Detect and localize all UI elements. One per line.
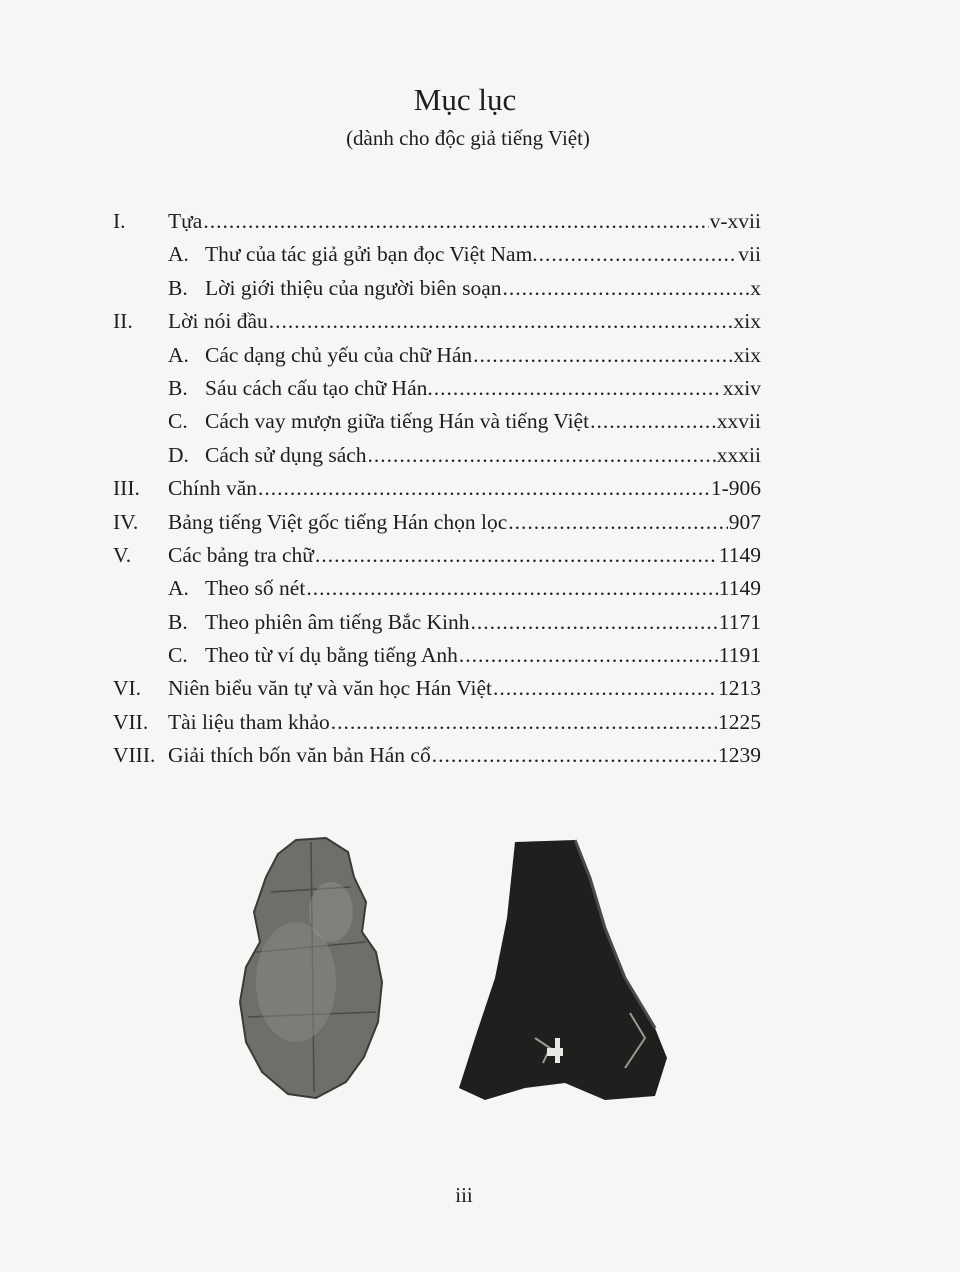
toc-entry-title: Tựa	[168, 209, 203, 233]
toc-entry-letter: B.	[168, 375, 188, 400]
toc-entry-page: 1-906	[710, 476, 761, 501]
toc-entry-title: Theo số nét	[205, 576, 306, 601]
toc-entry	[113, 673, 761, 706]
oracle-bone-turtle-shell-image	[236, 832, 386, 1102]
toc-entry-page: x	[750, 275, 761, 300]
toc-entry-title: Tài liệu tham khảo	[168, 709, 330, 734]
toc-entry	[113, 573, 761, 606]
toc-entry-number: VII.	[113, 709, 149, 734]
toc-entry	[113, 607, 761, 640]
toc-entry-title: Niên biểu văn tự và văn học Hán Việt	[168, 676, 493, 701]
toc-leader-dots	[503, 273, 750, 303]
toc-entry-title: Sáu cách cấu tạo chữ Hán.	[205, 375, 433, 400]
toc-entry	[113, 239, 761, 272]
toc-entry-page: 1191	[718, 643, 761, 668]
toc-entry-title: Theo phiên âm tiếng Bắc Kinh	[205, 609, 470, 634]
toc-entry	[113, 640, 761, 673]
toc-leader-dots	[269, 306, 733, 336]
toc-entry-title: Giải thích bốn văn bản Hán cổ	[168, 743, 431, 768]
toc-entry	[113, 440, 761, 473]
toc-entry-number: VIII.	[113, 743, 156, 768]
toc-entry-page: xxxii	[716, 442, 761, 467]
toc-entry	[113, 340, 761, 373]
page-subtitle: (dành cho độc giả tiếng Việt)	[346, 126, 590, 150]
toc-leader-dots	[493, 673, 717, 703]
toc-entry-letter: C.	[168, 643, 188, 668]
toc-entry	[113, 306, 761, 339]
toc-entry-number: II.	[113, 309, 133, 334]
toc-leader-dots	[473, 340, 732, 370]
toc-entry-title: Theo từ ví dụ bằng tiếng Anh	[205, 643, 458, 668]
toc-leader-dots	[471, 607, 718, 637]
toc-entry	[113, 273, 761, 306]
toc-entry-page: 1171	[718, 609, 761, 634]
toc-leader-dots	[331, 707, 717, 737]
toc-entry-title: Thư của tác giả gửi bạn đọc Việt Nam.	[205, 242, 538, 267]
toc-entry	[113, 406, 761, 439]
toc-entry-letter: D.	[168, 442, 189, 467]
toc-entry-title: Lời nói đầu	[168, 309, 268, 334]
page-number: iii	[455, 1183, 473, 1207]
toc-entry-title: Bảng tiếng Việt gốc tiếng Hán chọn lọc	[168, 509, 508, 534]
toc-entry-page: xix	[733, 309, 761, 334]
toc-leader-dots	[459, 640, 718, 670]
toc-leader-dots	[258, 473, 710, 503]
page-title: Mục lục	[413, 82, 517, 117]
toc-entry	[113, 373, 761, 406]
toc-leader-dots	[315, 540, 718, 570]
toc-entry-title: Cách sử dụng sách	[205, 442, 367, 467]
toc-entry-title: Chính văn	[168, 476, 257, 501]
toc-entry	[113, 540, 761, 573]
toc-entry-page: 1213	[718, 676, 761, 701]
toc-entry-number: V.	[113, 542, 132, 567]
toc-entry-letter: A.	[168, 242, 189, 267]
toc-entry-page: 1225	[718, 709, 761, 734]
toc-entry-page: v-xvii	[709, 209, 761, 233]
toc-entry-letter: B.	[168, 609, 188, 634]
toc-leader-dots	[368, 440, 716, 470]
toc-entry	[113, 507, 761, 540]
toc-entry-page: xix	[733, 342, 761, 367]
table-of-contents	[113, 206, 761, 774]
toc-entry-letter: B.	[168, 275, 188, 300]
oracle-bone-scapula-image	[455, 838, 670, 1103]
toc-leader-dots	[432, 740, 717, 770]
toc-entry-letter: A.	[168, 342, 189, 367]
toc-entry-title: Cách vay mượn giữa tiếng Hán và tiếng Việt	[205, 409, 590, 434]
toc-entry-page: xxvii	[716, 409, 761, 434]
toc-entry	[113, 707, 761, 740]
toc-entry-page: vii	[738, 242, 761, 267]
toc-entry-title: Các bảng tra chữ	[168, 542, 314, 567]
toc-entry-page: 1149	[718, 542, 761, 567]
toc-leader-dots	[434, 373, 722, 403]
toc-entry-number: VI.	[113, 676, 142, 701]
toc-leader-dots	[539, 239, 738, 269]
toc-entry-page: 907	[728, 509, 761, 534]
toc-entry-page: xxiv	[722, 375, 761, 400]
toc-entry	[113, 206, 761, 239]
toc-entry-page: 1239	[718, 743, 761, 768]
toc-entry-title: Các dạng chủ yếu của chữ Hán	[205, 342, 473, 367]
toc-leader-dots	[590, 406, 716, 436]
toc-leader-dots	[306, 573, 717, 603]
toc-entry-letter: C.	[168, 409, 188, 434]
toc-entry-number: IV.	[113, 509, 139, 534]
toc-entry-letter: A.	[168, 576, 189, 601]
toc-entry	[113, 473, 761, 506]
toc-leader-dots	[203, 206, 708, 236]
toc-entry-page: 1149	[718, 576, 761, 601]
toc-entry-number: III.	[113, 476, 140, 501]
toc-entry	[113, 740, 761, 773]
toc-entry-title: Lời giới thiệu của người biên soạn	[205, 275, 502, 300]
toc-entry-number: I.	[113, 209, 126, 233]
toc-leader-dots	[508, 507, 728, 537]
